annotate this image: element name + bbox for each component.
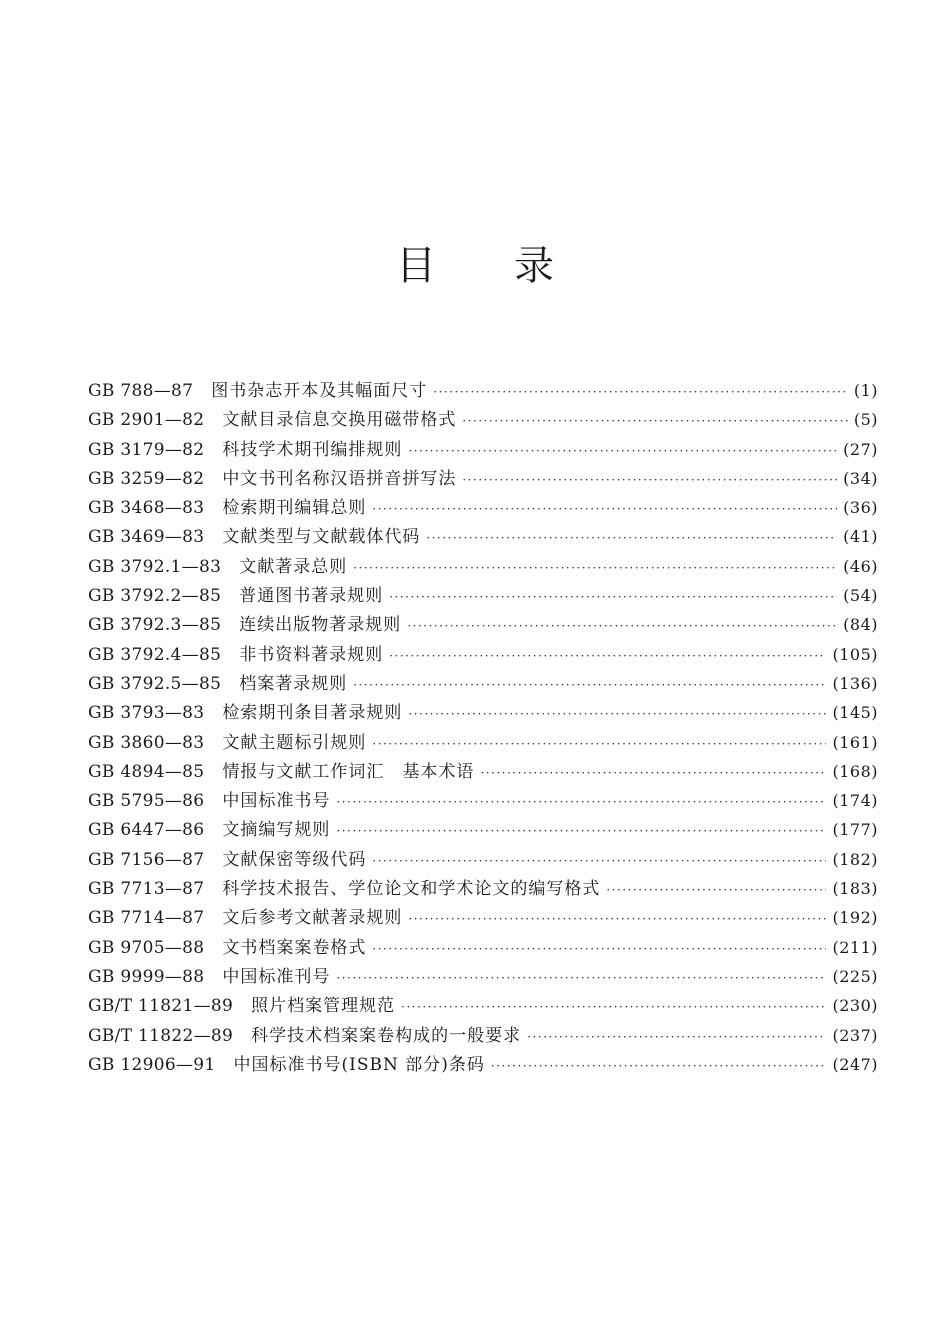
standard-code: GB 3468—83 (88, 498, 205, 519)
entry-title: 普通图书著录规则 (239, 586, 384, 607)
standard-code: GB 4894—85 (88, 761, 205, 782)
dot-leader (407, 619, 837, 633)
toc-entry (88, 845, 878, 874)
page-number: (211) (832, 937, 878, 957)
page-number: (34) (843, 468, 878, 488)
entry-title: 检索期刊编辑总则 (222, 498, 367, 519)
dot-leader (353, 678, 826, 692)
page-number: (36) (843, 498, 878, 518)
entry-title: 图书杂志开本及其幅面尺寸 (211, 381, 428, 401)
page-number: (5) (853, 410, 878, 430)
dot-leader (353, 561, 837, 575)
dot-leader (372, 502, 837, 516)
toc-entry (88, 728, 878, 757)
page-number: (54) (843, 586, 878, 606)
standard-code: GB 2901—82 (88, 410, 205, 431)
toc-entry (88, 962, 878, 991)
page-title: 目录 (396, 243, 632, 289)
dot-leader (408, 707, 826, 721)
standard-code: GB/T 11821—89 (88, 996, 234, 1017)
standard-code: GB 6447—86 (88, 820, 205, 841)
page-number: (177) (832, 820, 878, 840)
dot-leader (462, 414, 847, 428)
dot-leader (372, 942, 826, 956)
entry-title: 文献著录总则 (239, 556, 348, 577)
standard-code: GB 3792.5—85 (88, 673, 222, 694)
page-number: (237) (832, 1025, 878, 1045)
page-number: (41) (843, 527, 878, 547)
toc-entry (88, 610, 878, 639)
toc-entry (88, 464, 878, 493)
entry-title: 档案著录规则 (239, 673, 348, 694)
page-number: (145) (832, 703, 878, 723)
toc-entry (88, 669, 878, 698)
standard-code: GB 3469—83 (88, 527, 205, 548)
entry-title: 中国标准刊号 (222, 966, 331, 987)
toc-entry (88, 1050, 878, 1079)
standard-code: GB 12906—91 (88, 1054, 216, 1075)
standard-code: GB 3793—83 (88, 703, 205, 724)
entry-title: 文献保密等级代码 (222, 849, 367, 870)
entry-title: 文献目录信息交换用磁带格式 (222, 410, 457, 431)
standard-code: GB 9999—88 (88, 966, 205, 987)
entry-title: 检索期刊条目著录规则 (222, 703, 403, 724)
page-number: (174) (832, 791, 878, 811)
entry-title: 文书档案案卷格式 (222, 937, 367, 958)
toc-entry (88, 903, 878, 932)
page-number: (230) (832, 996, 878, 1016)
entry-title: 科学技术档案案卷构成的一般要求 (251, 1025, 522, 1046)
dot-leader (336, 824, 826, 838)
toc-entry (88, 991, 878, 1020)
page-number: (168) (832, 761, 878, 781)
toc-entry (88, 640, 878, 669)
toc-entry (88, 493, 878, 522)
page-number: (247) (832, 1054, 878, 1074)
toc-entry (88, 1021, 878, 1050)
standard-code: GB 3259—82 (88, 468, 205, 489)
page-number: (225) (832, 966, 878, 986)
standard-code: GB 3792.2—85 (88, 586, 222, 607)
standard-code: GB 7713—87 (88, 879, 205, 900)
toc-entry (88, 757, 878, 786)
dot-leader (389, 649, 826, 663)
dot-leader (527, 1030, 826, 1044)
toc-entry (88, 786, 878, 815)
dot-leader (606, 883, 826, 897)
standard-code: GB 3792.4—85 (88, 644, 222, 665)
entry-title: 中国标准书号 (222, 791, 331, 812)
page-number: (105) (832, 644, 878, 664)
entry-title: 文后参考文献著录规则 (222, 908, 403, 929)
dot-leader (426, 531, 837, 545)
entry-title: 科学技术报告、学位论文和学术论文的编写格式 (222, 879, 601, 900)
dot-leader (462, 473, 837, 487)
page-number: (136) (832, 673, 878, 693)
dot-leader (401, 1000, 826, 1014)
entry-title: 情报与文献工作词汇 基本术语 (222, 761, 475, 782)
dot-leader (389, 590, 837, 604)
entry-title: 中文书刊名称汉语拼音拼写法 (222, 468, 457, 489)
toc-entry (88, 698, 878, 727)
toc-entry (88, 376, 878, 405)
dot-leader (480, 766, 826, 780)
entry-title: 中国标准书号(ISBN 部分)条码 (233, 1054, 485, 1075)
page-number: (84) (843, 615, 878, 635)
page-number: (161) (832, 732, 878, 752)
dot-leader (336, 971, 826, 985)
standard-code: GB 3792.1—83 (88, 556, 222, 577)
entry-title: 科技学术期刊编排规则 (222, 439, 403, 460)
standard-code: GB 5795—86 (88, 791, 205, 812)
toc-entry (88, 405, 878, 434)
toc-entry (88, 435, 878, 464)
standard-code: GB 7156—87 (88, 849, 205, 870)
toc-entry (88, 874, 878, 903)
page-number: (182) (832, 849, 878, 869)
entry-title: 非书资料著录规则 (239, 644, 384, 665)
entry-title: 文献主题标引规则 (222, 732, 367, 753)
dot-leader (372, 737, 826, 751)
toc-entry (88, 522, 878, 551)
standard-code: GB 7714—87 (88, 908, 205, 929)
standard-code: GB 3179—82 (88, 439, 205, 460)
entry-title: 文摘编写规则 (222, 820, 331, 841)
entry-title: 连续出版物著录规则 (239, 615, 402, 636)
page-number: (192) (832, 908, 878, 928)
standard-code: GB 788—87 (88, 381, 194, 401)
standard-code: GB/T 11822—89 (88, 1025, 234, 1046)
page-number: (27) (843, 439, 878, 459)
table-of-contents (88, 376, 878, 1079)
standard-code: GB 9705—88 (88, 937, 205, 958)
dot-leader (433, 385, 848, 399)
toc-entry (88, 933, 878, 962)
toc-entry (88, 815, 878, 844)
standard-code: GB 3792.3—85 (88, 615, 222, 636)
page-number: (183) (832, 879, 878, 899)
page-number: (1) (853, 381, 878, 400)
dot-leader (336, 795, 826, 809)
dot-leader (491, 1059, 827, 1073)
toc-entry (88, 581, 878, 610)
dot-leader (408, 444, 837, 458)
dot-leader (372, 854, 826, 868)
dot-leader (408, 912, 826, 926)
standard-code: GB 3860—83 (88, 732, 205, 753)
entry-title: 文献类型与文献载体代码 (222, 527, 421, 548)
toc-entry (88, 552, 878, 581)
page-number: (46) (843, 556, 878, 576)
entry-title: 照片档案管理规范 (251, 996, 396, 1017)
